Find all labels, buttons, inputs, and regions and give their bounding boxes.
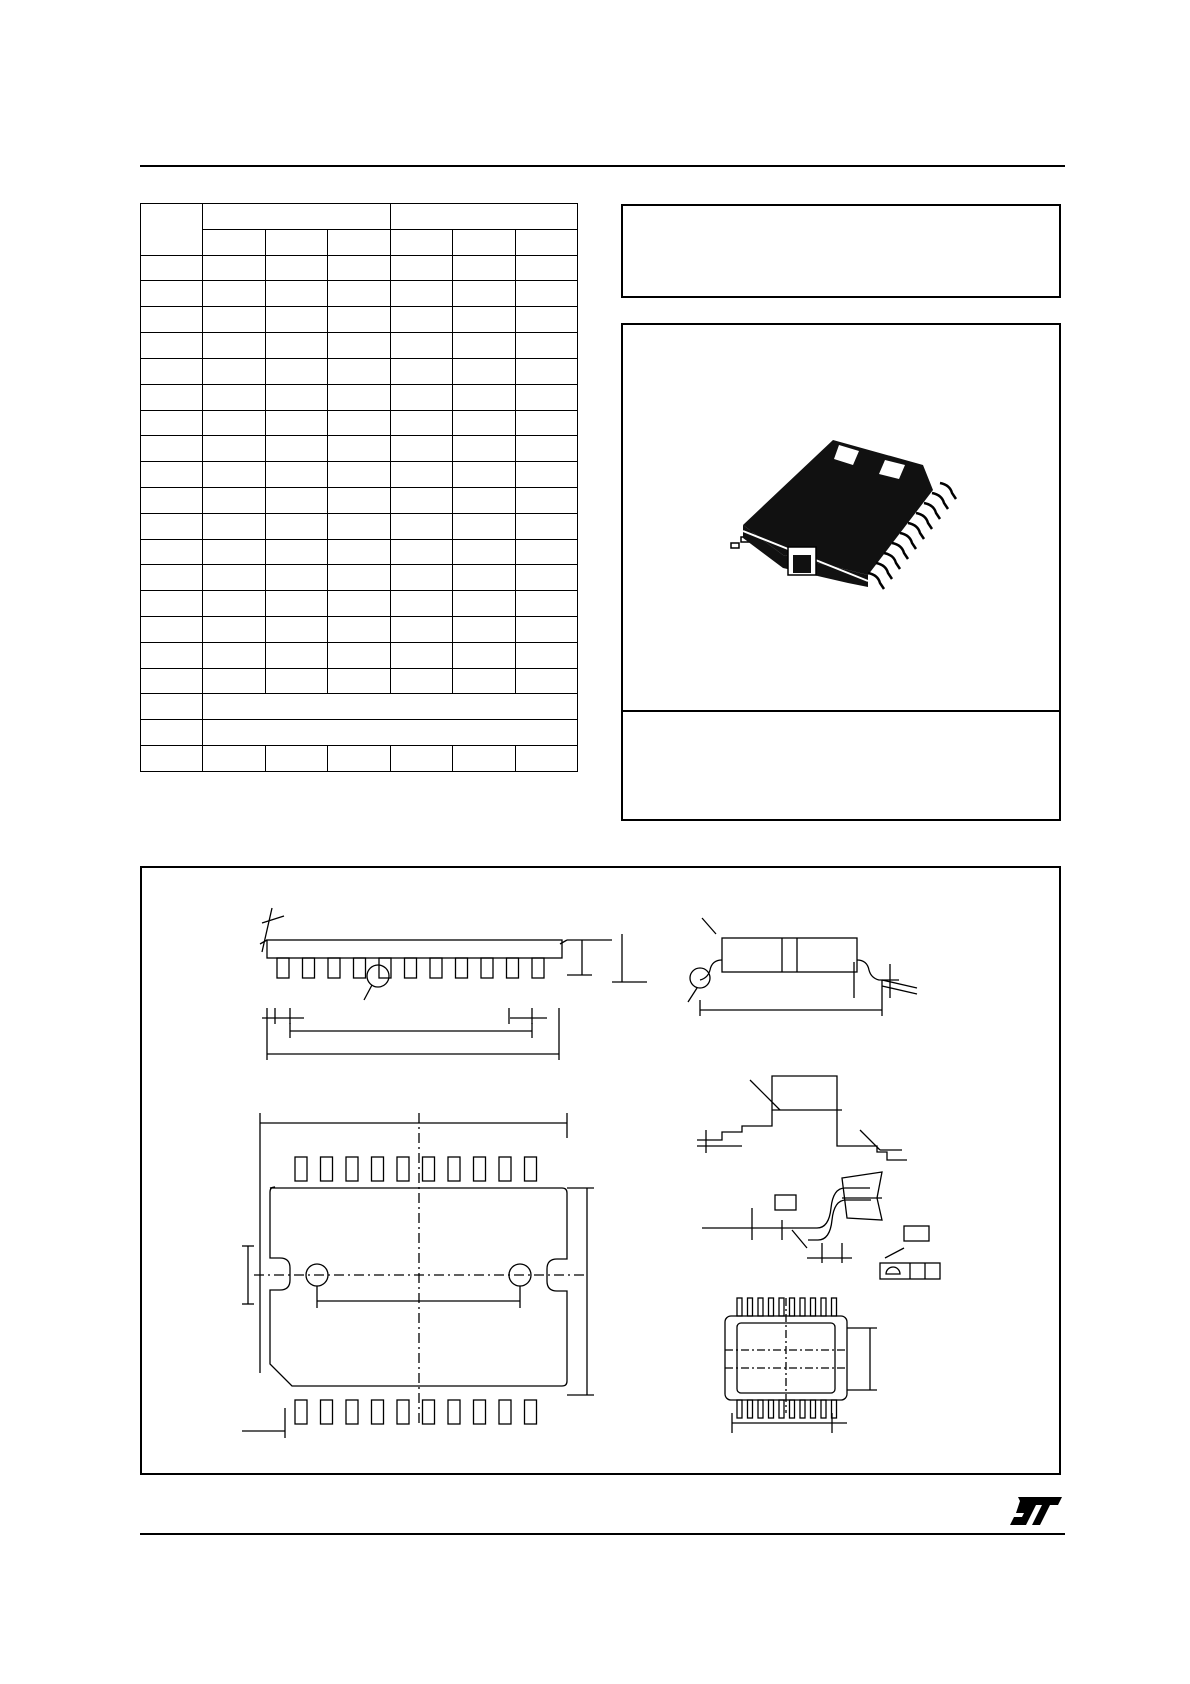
small-bottom-lead xyxy=(790,1400,795,1418)
table-cell xyxy=(390,591,453,617)
table-row xyxy=(141,642,578,668)
table-cell xyxy=(265,746,328,772)
table-cell xyxy=(203,539,266,565)
side-lead xyxy=(430,958,442,978)
table-cell xyxy=(390,255,453,281)
small-top-lead xyxy=(832,1298,837,1316)
table-cell xyxy=(265,384,328,410)
bottom-lead xyxy=(423,1400,435,1424)
table-cell xyxy=(203,410,266,436)
table-cell xyxy=(328,462,391,488)
table-cell xyxy=(515,410,578,436)
table-cell xyxy=(328,384,391,410)
table-cell xyxy=(328,617,391,643)
row-label xyxy=(141,358,203,384)
table-cell xyxy=(515,307,578,333)
table-cell xyxy=(265,668,328,694)
merged-cell xyxy=(203,720,578,746)
table-cell xyxy=(453,255,516,281)
subheader-cell xyxy=(515,229,578,255)
row-label xyxy=(141,462,203,488)
table-cell xyxy=(453,307,516,333)
table-row xyxy=(141,358,578,384)
side-lead xyxy=(532,958,544,978)
table-cell xyxy=(390,436,453,462)
table-row xyxy=(141,539,578,565)
table-cell xyxy=(265,255,328,281)
table-cell xyxy=(453,591,516,617)
table-subheader-row xyxy=(141,229,578,255)
bottom-lead xyxy=(372,1400,384,1424)
table-cell xyxy=(203,281,266,307)
table-cell xyxy=(515,281,578,307)
table-cell xyxy=(265,617,328,643)
table-cell xyxy=(265,307,328,333)
table-cell xyxy=(328,513,391,539)
table-cell xyxy=(328,358,391,384)
table-cell xyxy=(328,307,391,333)
table-cell xyxy=(453,487,516,513)
header-dim xyxy=(141,204,203,256)
row-label xyxy=(141,487,203,513)
footer-rule xyxy=(140,1533,1065,1535)
row-label xyxy=(141,281,203,307)
table-cell xyxy=(390,617,453,643)
table-cell xyxy=(390,487,453,513)
table-row xyxy=(141,565,578,591)
table-cell xyxy=(390,539,453,565)
table-cell xyxy=(203,487,266,513)
table-row xyxy=(141,384,578,410)
table-cell xyxy=(203,746,266,772)
table-cell xyxy=(515,462,578,488)
table-row xyxy=(141,410,578,436)
subheader-cell xyxy=(328,229,391,255)
table-cell xyxy=(515,487,578,513)
table-cell xyxy=(515,255,578,281)
small-top-lead xyxy=(779,1298,784,1316)
table-row xyxy=(141,333,578,359)
table-cell xyxy=(390,281,453,307)
small-bottom-lead xyxy=(821,1400,826,1418)
table-cell xyxy=(265,513,328,539)
table-cell xyxy=(328,642,391,668)
subheader-cell xyxy=(453,229,516,255)
table-cell xyxy=(390,513,453,539)
table-cell xyxy=(203,591,266,617)
table-cell xyxy=(515,384,578,410)
bottom-lead xyxy=(321,1400,333,1424)
row-label xyxy=(141,513,203,539)
side-lead xyxy=(328,958,340,978)
table-row xyxy=(141,462,578,488)
bottom-lead xyxy=(397,1400,409,1424)
small-top-lead xyxy=(811,1298,816,1316)
table-cell xyxy=(265,487,328,513)
row-label xyxy=(141,591,203,617)
table-cell xyxy=(328,668,391,694)
header-rule xyxy=(140,165,1065,167)
table-cell xyxy=(453,668,516,694)
table-cell xyxy=(328,281,391,307)
small-top-lead xyxy=(748,1298,753,1316)
table-cell xyxy=(453,513,516,539)
row-label xyxy=(141,436,203,462)
table-cell xyxy=(390,358,453,384)
table-cell xyxy=(203,307,266,333)
table-row xyxy=(141,668,578,694)
side-lead xyxy=(277,958,289,978)
table-cell xyxy=(390,307,453,333)
package-outline-drawing xyxy=(142,868,1063,1477)
table-cell xyxy=(390,565,453,591)
table-cell xyxy=(265,539,328,565)
table-cell xyxy=(515,358,578,384)
table-cell xyxy=(265,358,328,384)
table-cell xyxy=(203,513,266,539)
table-row xyxy=(141,436,578,462)
table-cell xyxy=(203,668,266,694)
table-cell xyxy=(203,436,266,462)
top-lead xyxy=(448,1157,460,1181)
top-lead xyxy=(423,1157,435,1181)
table-cell xyxy=(265,462,328,488)
bottom-lead xyxy=(525,1400,537,1424)
bottom-lead xyxy=(499,1400,511,1424)
table-cell xyxy=(328,487,391,513)
subheader-cell xyxy=(390,229,453,255)
small-top-lead xyxy=(800,1298,805,1316)
table-cell xyxy=(453,642,516,668)
table-row xyxy=(141,694,578,720)
merged-cell xyxy=(203,694,578,720)
header-group xyxy=(390,204,578,230)
subheader-cell xyxy=(265,229,328,255)
small-bottom-lead xyxy=(811,1400,816,1418)
st-logo xyxy=(1010,1495,1064,1527)
top-lead xyxy=(397,1157,409,1181)
table-row xyxy=(141,281,578,307)
row-label xyxy=(141,307,203,333)
table-cell xyxy=(515,539,578,565)
table-row xyxy=(141,591,578,617)
table-row xyxy=(141,255,578,281)
table-cell xyxy=(328,591,391,617)
subheader-cell xyxy=(203,229,266,255)
table-cell xyxy=(453,565,516,591)
small-bottom-lead xyxy=(769,1400,774,1418)
small-top-lead xyxy=(821,1298,826,1316)
small-bottom-lead xyxy=(758,1400,763,1418)
table-row xyxy=(141,307,578,333)
side-lead xyxy=(303,958,315,978)
table-cell xyxy=(515,591,578,617)
table-cell xyxy=(390,333,453,359)
table-cell xyxy=(453,462,516,488)
table-cell xyxy=(453,746,516,772)
table-cell xyxy=(390,668,453,694)
table-cell xyxy=(265,281,328,307)
side-lead xyxy=(507,958,519,978)
table-cell xyxy=(515,565,578,591)
top-lead xyxy=(372,1157,384,1181)
table-cell xyxy=(390,746,453,772)
table-cell xyxy=(453,281,516,307)
table-cell xyxy=(515,746,578,772)
table-cell xyxy=(265,333,328,359)
table-cell xyxy=(328,333,391,359)
table-row xyxy=(141,746,578,772)
table-cell xyxy=(515,642,578,668)
table-cell xyxy=(515,668,578,694)
table-cell xyxy=(203,333,266,359)
top-lead xyxy=(295,1157,307,1181)
top-lead xyxy=(321,1157,333,1181)
table-cell xyxy=(328,539,391,565)
table-cell xyxy=(203,565,266,591)
table-cell xyxy=(328,436,391,462)
table-row xyxy=(141,487,578,513)
table-cell xyxy=(203,384,266,410)
row-label xyxy=(141,720,203,746)
top-lead xyxy=(525,1157,537,1181)
logo-text: ST xyxy=(1010,1495,1012,1496)
top-lead xyxy=(474,1157,486,1181)
row-label xyxy=(141,410,203,436)
row-label xyxy=(141,333,203,359)
table-cell xyxy=(265,436,328,462)
small-top-lead xyxy=(769,1298,774,1316)
table-cell xyxy=(390,410,453,436)
row-label xyxy=(141,565,203,591)
side-lead xyxy=(481,958,493,978)
table-cell xyxy=(390,642,453,668)
package-image-box xyxy=(621,323,1061,821)
small-top-lead xyxy=(758,1298,763,1316)
outline-drawing-box xyxy=(140,866,1061,1475)
side-lead xyxy=(456,958,468,978)
table-row xyxy=(141,617,578,643)
table-cell xyxy=(453,436,516,462)
row-label xyxy=(141,255,203,281)
header-group xyxy=(203,204,391,230)
table-cell xyxy=(203,462,266,488)
table-cell xyxy=(328,410,391,436)
small-top-lead xyxy=(790,1298,795,1316)
table-header-row xyxy=(141,204,578,230)
table-cell xyxy=(203,255,266,281)
table-cell xyxy=(265,642,328,668)
small-bottom-lead xyxy=(779,1400,784,1418)
table-cell xyxy=(453,358,516,384)
table-cell xyxy=(328,565,391,591)
dimensions-table xyxy=(140,203,578,772)
side-lead xyxy=(354,958,366,978)
table-cell xyxy=(265,591,328,617)
bottom-lead xyxy=(474,1400,486,1424)
table-cell xyxy=(328,746,391,772)
table-cell xyxy=(453,539,516,565)
bottom-lead xyxy=(295,1400,307,1424)
table-row xyxy=(141,513,578,539)
top-lead xyxy=(346,1157,358,1181)
table-cell xyxy=(515,513,578,539)
row-label xyxy=(141,668,203,694)
table-cell xyxy=(515,436,578,462)
small-bottom-lead xyxy=(800,1400,805,1418)
table-cell xyxy=(265,410,328,436)
image-caption-divider xyxy=(623,710,1059,712)
table-cell xyxy=(390,462,453,488)
table-row xyxy=(141,720,578,746)
row-label xyxy=(141,642,203,668)
table-cell xyxy=(328,255,391,281)
top-lead xyxy=(499,1157,511,1181)
package-title-box xyxy=(621,204,1061,298)
row-label xyxy=(141,746,203,772)
small-bottom-lead xyxy=(737,1400,742,1418)
powerso-package-illustration xyxy=(623,325,1063,823)
table-cell xyxy=(390,384,453,410)
row-label xyxy=(141,694,203,720)
row-label xyxy=(141,539,203,565)
table-cell xyxy=(203,358,266,384)
bottom-lead xyxy=(448,1400,460,1424)
table-cell xyxy=(515,333,578,359)
bottom-lead xyxy=(346,1400,358,1424)
table-cell xyxy=(203,617,266,643)
table-cell xyxy=(453,384,516,410)
small-bottom-lead xyxy=(748,1400,753,1418)
table-cell xyxy=(453,617,516,643)
table-cell xyxy=(515,617,578,643)
table-cell xyxy=(453,333,516,359)
table-cell xyxy=(453,410,516,436)
row-label xyxy=(141,384,203,410)
table-cell xyxy=(203,642,266,668)
table-cell xyxy=(265,565,328,591)
side-lead xyxy=(405,958,417,978)
row-label xyxy=(141,617,203,643)
small-top-lead xyxy=(737,1298,742,1316)
